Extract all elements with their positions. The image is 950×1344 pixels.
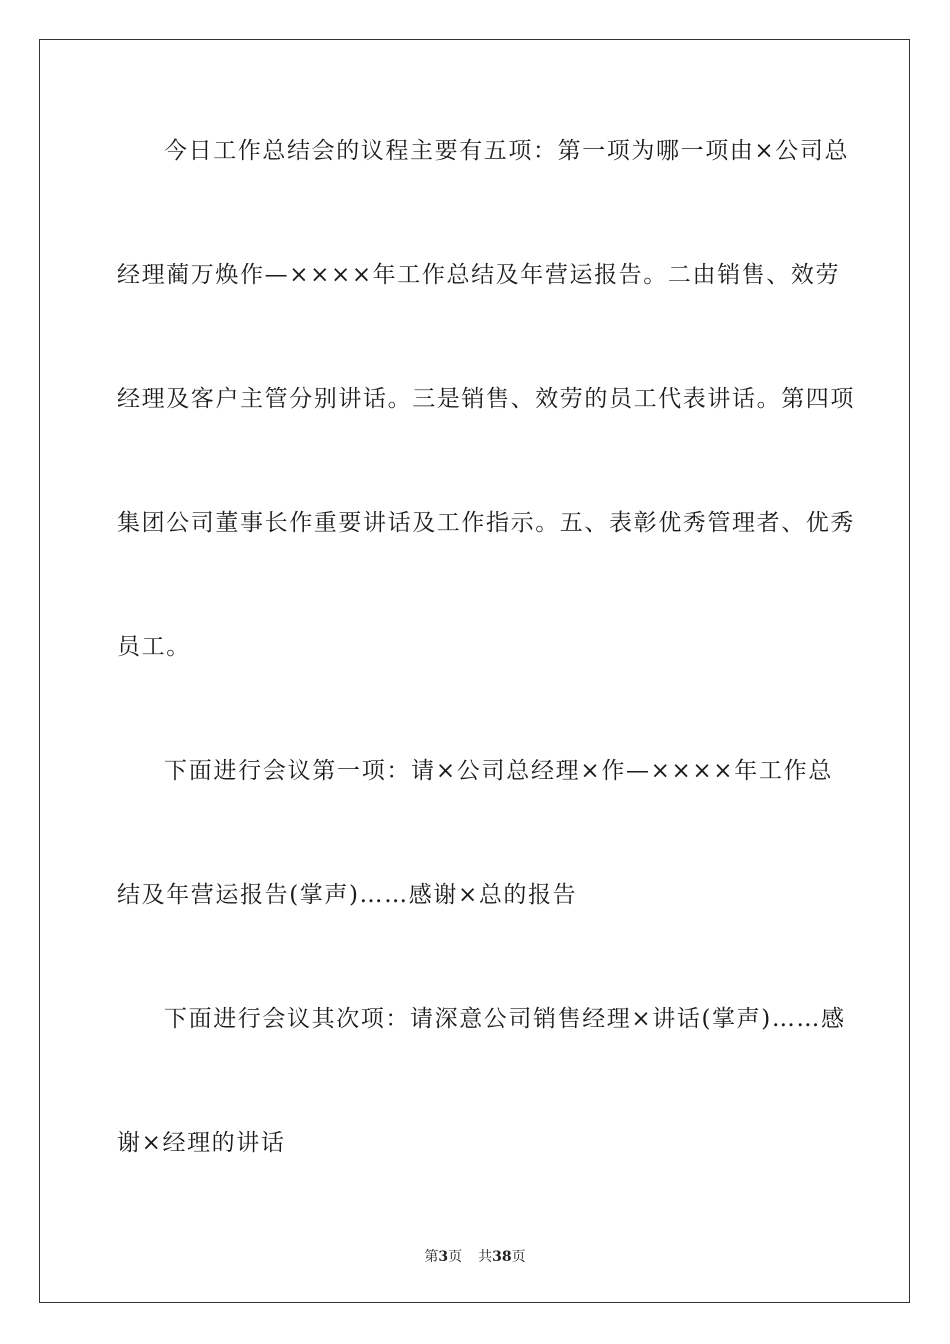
page-number: 3 [438, 1249, 449, 1265]
page-frame [39, 39, 910, 1303]
paragraph-3-line-2: 谢×经理的讲话 [117, 1130, 286, 1156]
paragraph-1-line-5: 员工。 [117, 634, 191, 660]
total-pages: 38 [492, 1249, 512, 1265]
page-footer [0, 1247, 950, 1267]
page-suffix: 页 [448, 1249, 463, 1265]
paragraph-1-line-1: 今日工作总结会的议程主要有五项：第一项为哪一项由×公司总 [164, 138, 850, 164]
total-prefix: 共 [478, 1249, 493, 1265]
page-prefix: 第 [424, 1249, 439, 1265]
paragraph-3-line-1: 下面进行会议其次项：请深意公司销售经理×讲话(掌声)……感 [164, 1006, 846, 1032]
paragraph-2-line-1: 下面进行会议第一项：请×公司总经理×作—××××年工作总 [164, 758, 833, 784]
paragraph-2-line-2: 结及年营运报告(掌声)……感谢×总的报告 [117, 882, 578, 908]
paragraph-1-line-3: 经理及客户主管分别讲话。三是销售、效劳的员工代表讲话。第四项 [117, 386, 855, 412]
paragraph-1-line-2: 经理蔺万焕作—××××年工作总结及年营运报告。二由销售、效劳 [117, 262, 841, 288]
paragraph-1-line-4: 集团公司董事长作重要讲话及工作指示。五、表彰优秀管理者、优秀 [117, 510, 855, 536]
total-suffix: 页 [511, 1249, 526, 1265]
